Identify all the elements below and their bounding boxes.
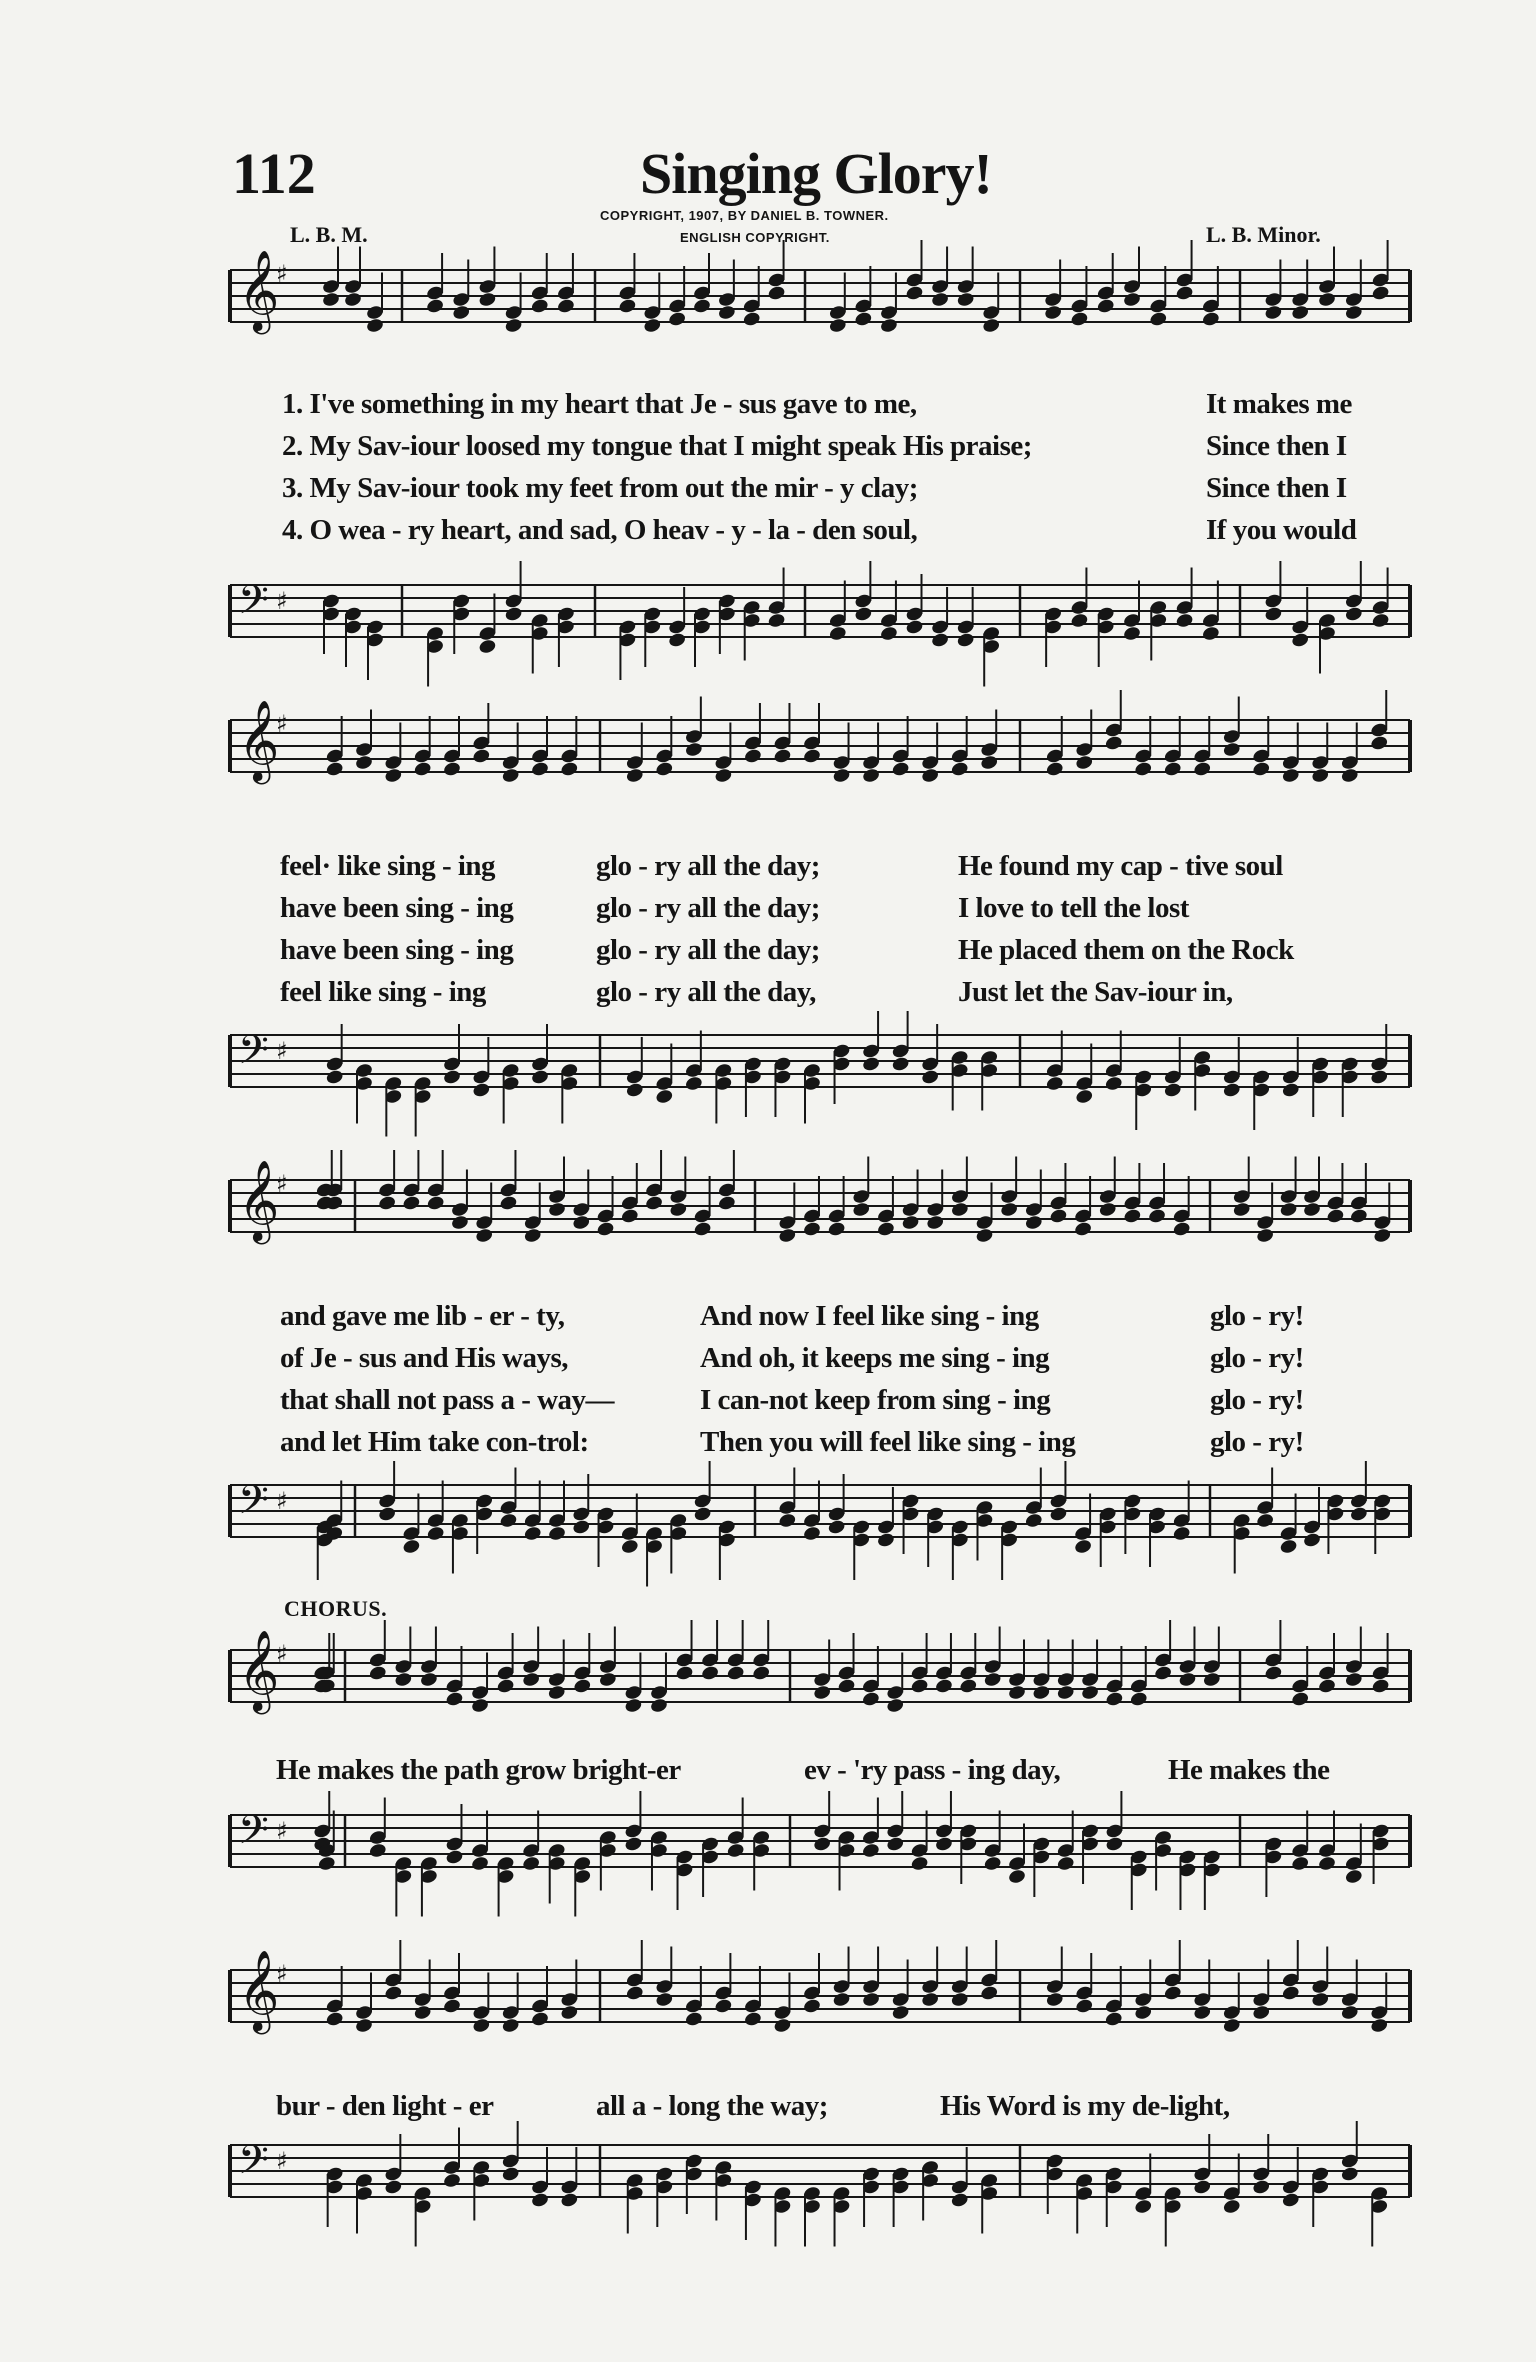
note-head <box>442 1069 461 1086</box>
note-head <box>1317 1855 1336 1872</box>
verse-lyric: 4. O wea - ry heart, and sad, O heav - y - la - den soul, <box>282 514 918 546</box>
note-head <box>655 1088 674 1105</box>
bass-clef-icon: 𝄢 <box>238 2137 269 2193</box>
page-number: 112 <box>232 141 316 206</box>
copyright-notice: COPYRIGHT, 1907, BY DANIEL B. TOWNER. <box>600 208 889 223</box>
note-head <box>478 638 497 655</box>
note-head <box>1024 1512 1043 1529</box>
note-head <box>523 1525 542 1542</box>
key-signature-sharp-icon: ♯ <box>276 1037 288 1065</box>
note-head <box>1056 1855 1075 1872</box>
hymn-title: Singing Glory! <box>640 141 992 206</box>
note-head <box>625 1082 644 1099</box>
note-head <box>472 1082 491 1099</box>
key-signature-sharp-icon: ♯ <box>276 1487 288 1515</box>
note-head <box>802 1525 821 1542</box>
verse-lyric: glo - ry! <box>1210 1426 1304 1458</box>
note-head <box>879 625 898 642</box>
verse-lyric: glo - ry! <box>1210 1384 1304 1416</box>
verse-lyric: of Je - sus and His ways, <box>280 1342 569 1374</box>
verse-lyric: 2. My Sav-iour loosed my tongue that I might speak His praise; <box>282 430 1032 462</box>
key-signature-sharp-icon: ♯ <box>276 1640 288 1668</box>
note-head <box>983 1855 1002 1872</box>
note-head <box>501 2166 520 2183</box>
bass-clef-icon: 𝄢 <box>238 1477 269 1533</box>
verse-lyric: glo - ry all the day; <box>596 934 820 966</box>
note-head <box>1302 1532 1321 1549</box>
note-head <box>624 1836 643 1853</box>
verse-lyric: I can-not keep from sing - ing <box>700 1384 1051 1416</box>
treble-clef-icon: 𝄞 <box>238 249 280 331</box>
note-head <box>1349 1506 1368 1523</box>
note-head <box>1340 2166 1359 2183</box>
note-head <box>921 1069 940 1086</box>
verse-lyric: and gave me lib - er - ty, <box>280 1300 565 1332</box>
note-head <box>445 1849 464 1866</box>
verse-lyric: And now I feel like sing - ing <box>700 1300 1039 1332</box>
note-head <box>862 1056 881 1073</box>
chorus-lyric: bur - den light - er <box>276 2090 494 2122</box>
verse-lyric: glo - ry! <box>1210 1342 1304 1374</box>
key-signature-sharp-icon: ♯ <box>276 260 288 288</box>
note-head <box>442 2172 461 2189</box>
music-system-1 <box>200 240 1410 670</box>
note-head <box>1371 612 1390 629</box>
verse-lyric: Since then I <box>1206 430 1347 462</box>
note-head <box>402 1538 421 1555</box>
chorus-lyric: He makes the path grow bright-er <box>276 1754 681 1786</box>
note-head <box>886 1836 905 1853</box>
chorus-label: CHORUS. <box>284 1596 388 1621</box>
note-head <box>1122 625 1141 642</box>
music-system-3 <box>200 1150 1410 1580</box>
verse-lyric: And oh, it keeps me sing - ing <box>700 1342 1050 1374</box>
note-head <box>767 612 786 629</box>
verse-lyric: glo - ry! <box>1210 1300 1304 1332</box>
note-head <box>1222 1082 1241 1099</box>
verse-lyric: glo - ry all the day; <box>596 892 820 924</box>
verse-lyric: that shall not pass a - way— <box>280 1384 615 1416</box>
words-author: L. B. M. <box>290 222 368 247</box>
note-head <box>1370 1069 1389 1086</box>
note-head <box>547 1525 566 1542</box>
bass-staff <box>200 1940 1410 2240</box>
treble-clef-icon: 𝄞 <box>238 1949 280 2031</box>
chorus-lyric: He makes the <box>1168 1754 1330 1786</box>
note-head <box>560 2192 579 2209</box>
note-head <box>1104 1075 1123 1092</box>
note-head <box>470 1855 489 1872</box>
bass-clef-icon: 𝄢 <box>238 1027 269 1083</box>
note-head <box>530 2192 549 2209</box>
note-head <box>854 606 873 623</box>
note-head <box>1049 1506 1068 1523</box>
music-system-5 <box>200 1940 1410 2240</box>
verse-lyric: 3. My Sav-iour took my feet from out the mir - y clay; <box>282 472 918 504</box>
bass-staff <box>200 240 1410 670</box>
verse-lyric: I love to tell the lost <box>958 892 1189 924</box>
note-head <box>1045 1075 1064 1092</box>
note-head <box>1281 1082 1300 1099</box>
note-head <box>693 1506 712 1523</box>
note-head <box>828 625 847 642</box>
note-head <box>499 1512 518 1529</box>
note-head <box>1074 1538 1093 1555</box>
verse-lyric: Since then I <box>1206 472 1347 504</box>
note-head <box>1175 612 1194 629</box>
key-signature-sharp-icon: ♯ <box>276 2147 288 2175</box>
note-head <box>1279 1538 1298 1555</box>
note-head <box>1222 2198 1241 2215</box>
note-head <box>1344 606 1363 623</box>
note-head <box>1007 1868 1026 1885</box>
bass-staff <box>200 1620 1410 1920</box>
note-head <box>778 1512 797 1529</box>
note-head <box>876 1532 895 1549</box>
page-header <box>0 0 1536 260</box>
note-head <box>368 1842 387 1859</box>
verse-lyric: feel· like sing - ing <box>280 850 496 882</box>
note-head <box>317 1855 336 1872</box>
note-head <box>1252 2179 1271 2196</box>
note-head <box>1344 1868 1363 1885</box>
bass-clef-icon: 𝄢 <box>238 1807 269 1863</box>
note-head <box>1105 1836 1124 1853</box>
note-head <box>668 632 687 649</box>
note-head <box>530 1069 549 1086</box>
verse-lyric: and let Him take con-trol: <box>280 1426 589 1458</box>
chorus-lyric: ev - 'ry pass - ing day, <box>804 1754 1061 1786</box>
staff-lines <box>230 585 1410 637</box>
note-head <box>1291 632 1310 649</box>
note-head <box>1193 2179 1212 2196</box>
note-head <box>1256 1512 1275 1529</box>
chorus-lyric: all a - long the way; <box>596 2090 828 2122</box>
note-head <box>1281 2192 1300 2209</box>
note-head <box>325 1069 344 1086</box>
verse-lyric: 1. I've something in my heart that Je - sus gave to me, <box>282 388 917 420</box>
note-head <box>572 1519 591 1536</box>
verse-lyric: have been sing - ing <box>280 892 514 924</box>
verse-lyric: Then you will feel like sing - ing <box>700 1426 1076 1458</box>
note-head <box>504 606 523 623</box>
note-head <box>684 1075 703 1092</box>
verse-lyric: Just let the Sav-iour in, <box>958 976 1233 1008</box>
note-head <box>1172 1525 1191 1542</box>
note-head <box>384 2179 403 2196</box>
music-author: L. B. Minor. <box>1206 222 1321 247</box>
verse-lyric: If you would <box>1206 514 1357 546</box>
note-head <box>726 1842 745 1859</box>
verse-lyric: glo - ry all the day, <box>596 976 816 1008</box>
treble-clef-icon: 𝄞 <box>238 699 280 781</box>
key-signature-sharp-icon: ♯ <box>276 1170 288 1198</box>
note-head <box>956 632 975 649</box>
note-head <box>861 1842 880 1859</box>
verse-lyric: have been sing - ing <box>280 934 514 966</box>
bass-staff <box>200 690 1410 1120</box>
note-head <box>910 1855 929 1872</box>
note-head <box>827 1519 846 1536</box>
treble-clef-icon: 𝄞 <box>238 1159 280 1241</box>
note-head <box>1264 606 1283 623</box>
note-head <box>934 1836 953 1853</box>
note-head <box>905 619 924 636</box>
note-head <box>1070 612 1089 629</box>
verse-lyric: He placed them on the Rock <box>958 934 1294 966</box>
note-head <box>522 1855 541 1872</box>
note-head <box>620 1538 639 1555</box>
bass-staff <box>200 1150 1410 1580</box>
verse-lyric: He found my cap - tive soul <box>958 850 1283 882</box>
chorus-lyric: His Word is my de-light, <box>940 2090 1230 2122</box>
music-system-2 <box>200 690 1410 1120</box>
verse-lyric: glo - ry all the day; <box>596 850 820 882</box>
note-head <box>931 632 950 649</box>
note-head <box>426 1525 445 1542</box>
key-signature-sharp-icon: ♯ <box>276 1960 288 1988</box>
english-copyright-notice: ENGLISH COPYRIGHT. <box>680 230 830 245</box>
note-head <box>813 1836 832 1853</box>
note-head <box>1134 2198 1153 2215</box>
key-signature-sharp-icon: ♯ <box>276 1817 288 1845</box>
verse-lyric: feel like sing - ing <box>280 976 486 1008</box>
note-head <box>1163 1082 1182 1099</box>
music-system-4 <box>200 1620 1410 1920</box>
treble-clef-icon: 𝄞 <box>238 1629 280 1711</box>
note-head <box>891 1056 910 1073</box>
verse-lyric: It makes me <box>1206 388 1352 420</box>
note-head <box>378 1506 397 1523</box>
key-signature-sharp-icon: ♯ <box>276 587 288 615</box>
note-head <box>1201 625 1220 642</box>
key-signature-sharp-icon: ♯ <box>276 710 288 738</box>
note-head <box>1291 1855 1310 1872</box>
bass-clef-icon: 𝄢 <box>238 577 269 633</box>
note-head <box>950 2192 969 2209</box>
note-head <box>1075 1088 1094 1105</box>
